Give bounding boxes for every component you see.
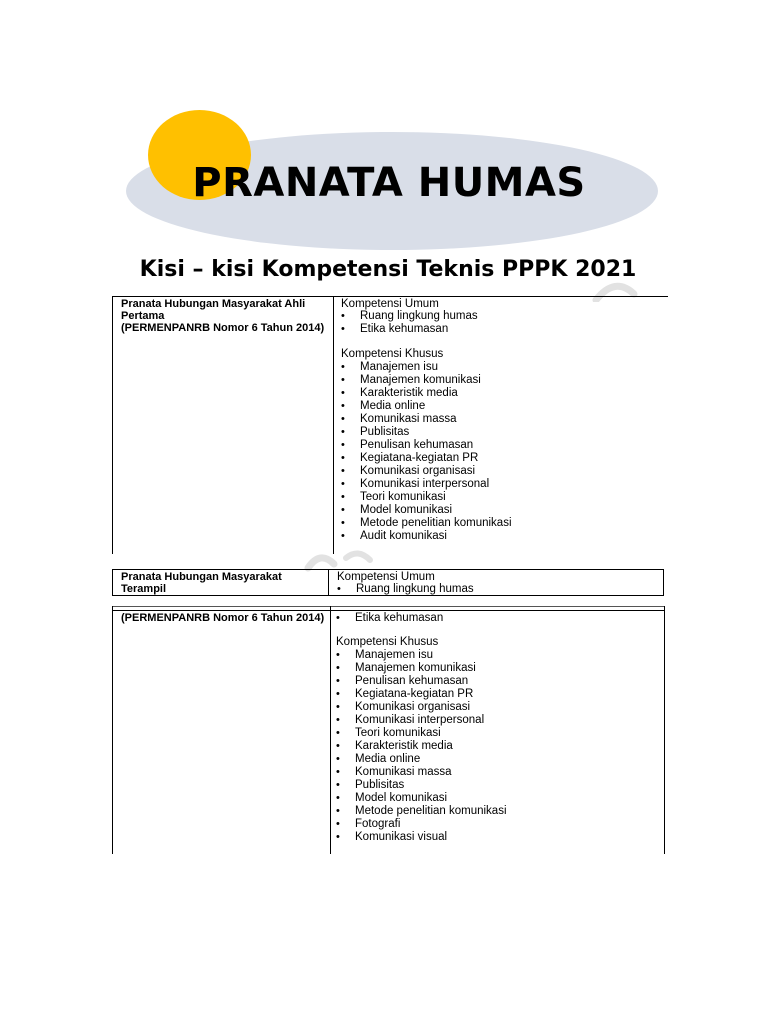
list-item: • Etika kehumasan [336,612,443,625]
list-item: • Ruang lingkung humas [341,310,478,323]
general-competency-heading: Kompetensi Umum [337,571,435,583]
list-item: • Model komunikasi [341,504,512,517]
list-item: • Publisitas [341,426,512,439]
page-subtitle: Kisi – kisi Kompetensi Teknis PPPK 2021 [139,257,637,282]
table-border-left [112,569,113,596]
position-name: Pranata Hubungan Masyarakat Ahli Pertama [121,298,306,322]
list-item: • Model komunikasi [336,792,507,805]
list-item: • Penulisan kehumasan [341,439,512,452]
list-item: • Komunikasi organisasi [336,701,507,714]
specific-competency-heading: Kompetensi Khusus [341,348,444,360]
watermark-mark [590,280,640,302]
list-item: • Komunikasi visual [336,831,507,844]
general-competency-list [337,583,474,596]
list-item: • Fotografi [336,818,507,831]
general-competency-heading: Kompetensi Umum [341,298,439,310]
specific-competency-list [341,361,512,543]
list-item: • Kegiatana-kegiatan PR [336,688,507,701]
list-item: • Teori komunikasi [341,491,512,504]
page-title: PRANATA HUMAS [192,160,586,206]
table-border-top [112,610,665,611]
list-item: • Karakteristik media [336,740,507,753]
table-column-divider [330,606,331,854]
list-item: • Kegiatana-kegiatan PR [341,452,512,465]
position-name: Pranata Hubungan Masyarakat Terampil [121,571,282,595]
table-border-right [664,606,665,854]
list-item: • Etika kehumasan [341,323,478,336]
table-border-left [112,606,113,854]
table-border-top [112,296,668,297]
list-item: • Komunikasi massa [336,766,507,779]
specific-competency-list [336,649,507,844]
table-column-divider [328,569,329,596]
list-item: • Media online [336,753,507,766]
list-item: • Karakteristik media [341,387,512,400]
list-item: • Komunikasi massa [341,413,512,426]
list-item: • Metode penelitian komunikasi [336,805,507,818]
list-item: • Ruang lingkung humas [337,583,474,596]
list-item: • Audit komunikasi [341,530,512,543]
list-item: • Komunikasi interpersonal [341,478,512,491]
list-item: • Komunikasi organisasi [341,465,512,478]
table-border-top [112,569,664,570]
list-item: • Teori komunikasi [336,727,507,740]
regulation-reference: (PERMENPANRB Nomor 6 Tahun 2014) [121,612,325,624]
table-border-left [112,296,113,554]
list-item: • Publisitas [336,779,507,792]
list-item: • Manajemen isu [336,649,507,662]
list-item: • Komunikasi interpersonal [336,714,507,727]
list-item: • Manajemen komunikasi [336,662,507,675]
specific-competency-heading: Kompetensi Khusus [336,636,439,648]
table-border-right [663,569,664,596]
regulation-reference: (PERMENPANRB Nomor 6 Tahun 2014) [121,322,325,334]
list-item: • Media online [341,400,512,413]
general-competency-list [336,612,443,625]
list-item: • Penulisan kehumasan [336,675,507,688]
list-item: • Manajemen komunikasi [341,374,512,387]
table-border-top-faint [112,606,665,607]
list-item: • Manajemen isu [341,361,512,374]
list-item: • Metode penelitian komunikasi [341,517,512,530]
table-column-divider [333,296,334,554]
general-competency-list [341,310,478,336]
